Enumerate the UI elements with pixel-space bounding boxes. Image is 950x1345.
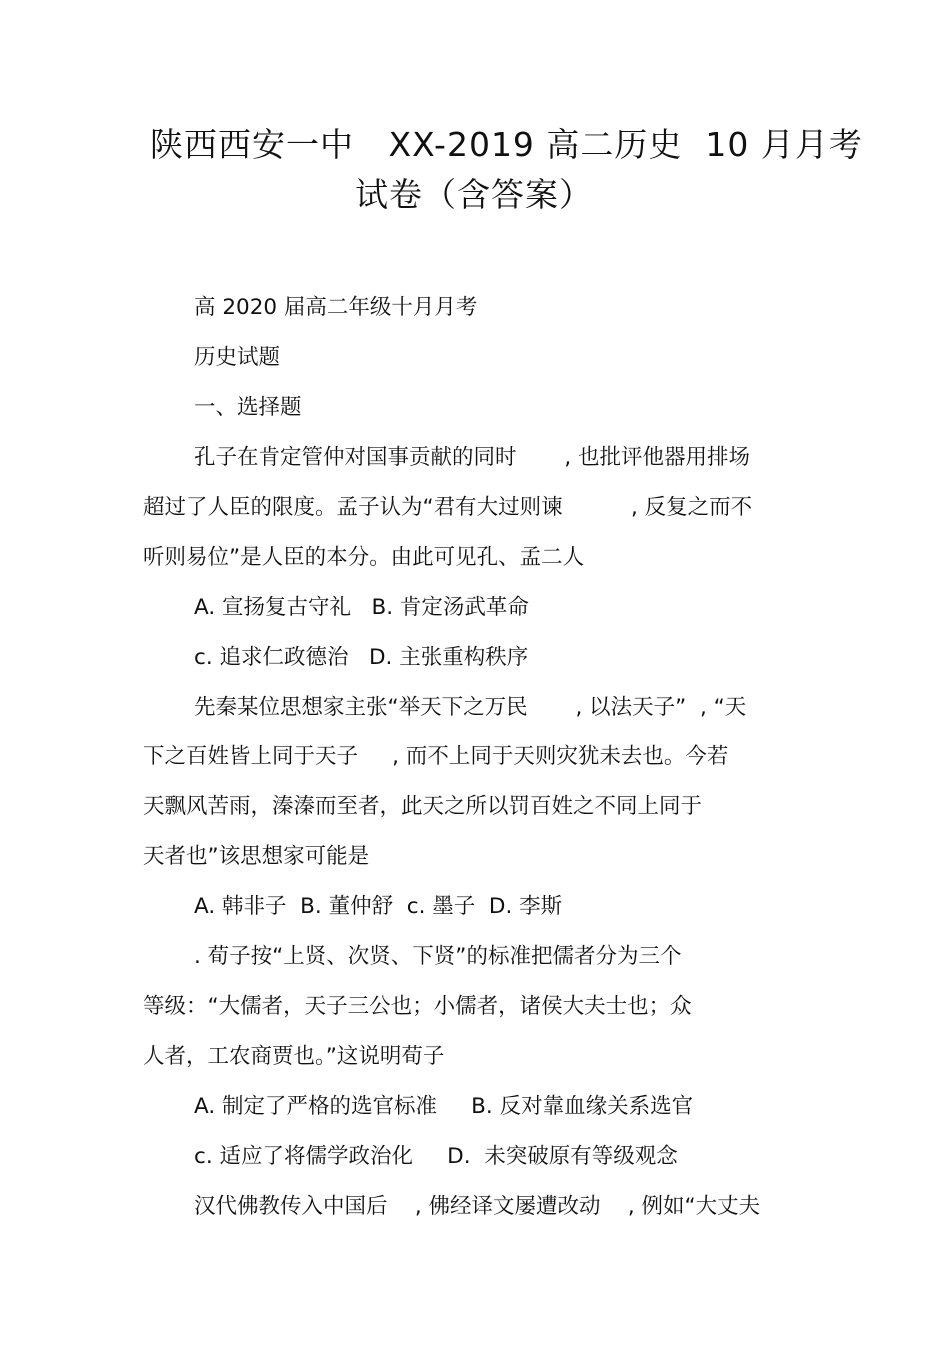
question-1-options-row-1: A. 宣扬复古守礼 B. 肯定汤武革命 — [194, 595, 529, 620]
question-2-stem-line-1: 先秦某位思想家主张“举天下之万民 , 以法天子” , “天 — [194, 695, 747, 720]
question-2-stem-line-4: 天者也”该思想家可能是 — [143, 844, 370, 869]
exam-subject-heading: 历史试题 — [194, 345, 281, 370]
question-3-stem-line-2: 等级：“大儒者，天子三公也；小儒者，诸侯大夫士也；众 — [143, 994, 692, 1019]
question-1-stem-line-1: 孔子在肯定管仲对国事贡献的同时 , 也批评他器用排场 — [194, 445, 751, 470]
section-heading: 一、选择题 — [194, 395, 302, 420]
question-1-options-row-2: c. 追求仁政德治 D. 主张重构秩序 — [194, 645, 529, 670]
document-title-line-1: 陕西西安一中 XX-2019 高二历史 10 月月考 — [150, 125, 863, 164]
question-3-options-row-2: c. 适应了将儒学政治化 D. 未突破原有等级观念 — [194, 1144, 678, 1169]
question-3-options-row-1: A. 制定了严格的选官标准 B. 反对靠血缘关系选官 — [194, 1094, 694, 1119]
question-3-stem-line-1: . 荀子按“上贤、次贤、下贤”的标准把儒者分为三个 — [194, 944, 682, 969]
question-4-stem-line-1: 汉代佛教传入中国后 , 佛经译文屡遭改动 , 例如“大丈夫 — [194, 1194, 761, 1219]
question-3-stem-line-3: 人者，工农商贾也。”这说明荀子 — [143, 1044, 445, 1069]
exam-grade-heading: 高 2020 届高二年级十月月考 — [194, 295, 478, 320]
document-title-line-2: 试卷（含答案） — [355, 175, 593, 214]
question-1-stem-line-2: 超过了人臣的限度。孟子认为“君有大过则谏 , 反复之而不 — [143, 495, 753, 520]
question-2-stem-line-2: 下之百姓皆上同于天子 , 而不上同于天则灾犹未去也。今若 — [143, 744, 729, 769]
question-2-options-row-1: A. 韩非子 B. 董仲舒 c. 墨子 D. 李斯 — [194, 894, 563, 919]
question-2-stem-line-3: 天飘风苦雨，溱溱而至者，此天之所以罚百姓之不同上同于 — [143, 794, 703, 819]
question-1-stem-line-3: 听则易位”是人臣的本分。由此可见孔、孟二人 — [143, 545, 585, 570]
